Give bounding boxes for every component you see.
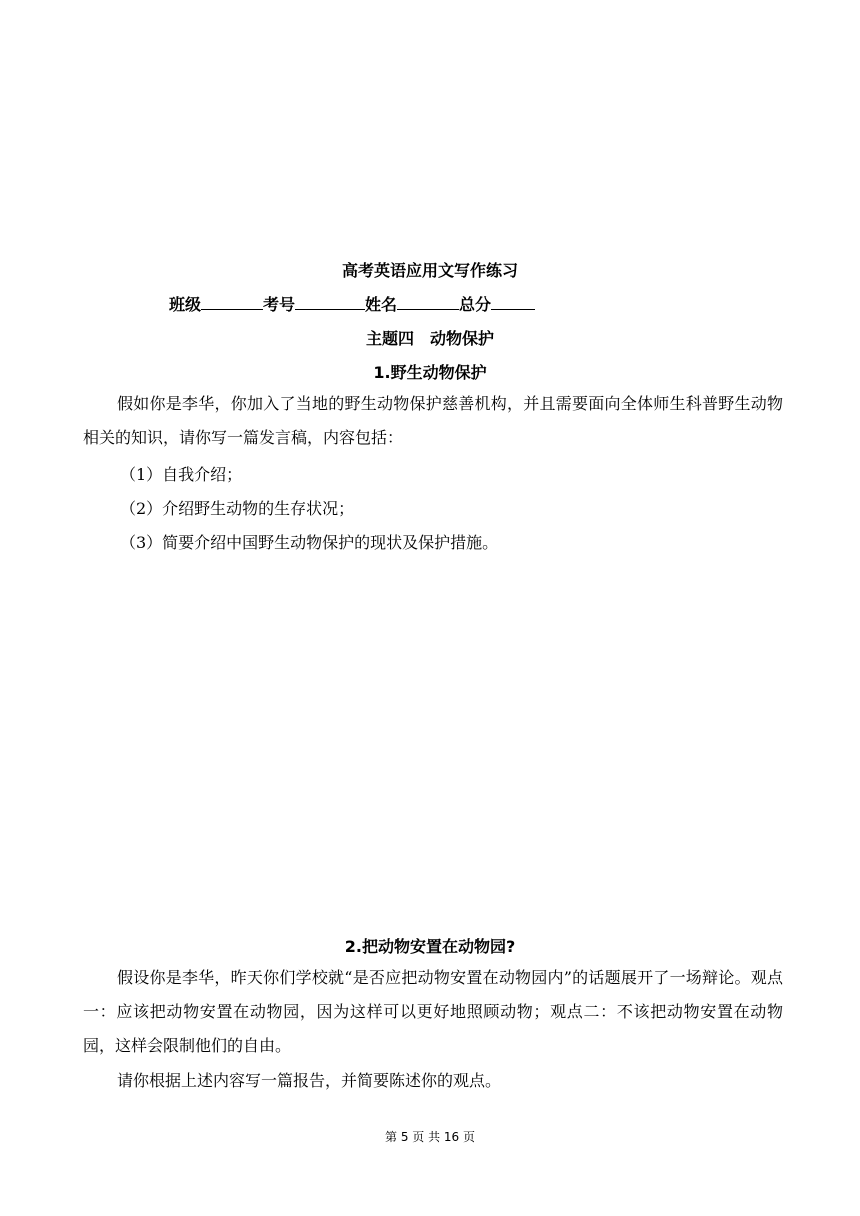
task1-item-1: （1）自我介绍； xyxy=(120,465,243,484)
task2-instruction: 请你根据上述内容写一篇报告，并简要陈述你的观点。 xyxy=(117,1071,502,1090)
total-blank[interactable] xyxy=(491,294,535,310)
task1-prompt: 假如你是李华，你加入了当地的野生动物保护慈善机构，并且需要面向全体师生科普野生动物相关的知识，请你写一篇发言稿，内容包括： xyxy=(83,394,783,447)
name-label: 姓名 xyxy=(365,295,398,314)
student-info-line xyxy=(169,292,535,315)
class-blank[interactable] xyxy=(201,294,263,310)
exam-no-blank[interactable] xyxy=(295,294,365,310)
task2-heading: 2.把动物安置在动物园? xyxy=(344,937,516,956)
task1-heading: 1.野生动物保护 xyxy=(373,363,487,382)
document-title: 高考英语应用文写作练习 xyxy=(341,261,518,280)
class-label: 班级 xyxy=(169,295,202,314)
theme-heading: 主题四 动物保护 xyxy=(365,329,494,348)
total-label: 总分 xyxy=(459,295,492,314)
task1-item-3: （3）简要介绍中国野生动物保护的现状及保护措施。 xyxy=(120,533,499,552)
task2-prompt: 假设你是李华，昨天你们学校就“是否应把动物安置在动物园内”的话题展开了一场辩论。观点一：应该把动物安置在动物园，因为这样可以更好地照顾动物；观点二：不该把动物安置在动物园，这样会限制他们的自由。 xyxy=(83,968,783,1055)
exam-no-label: 考号 xyxy=(263,295,296,314)
name-blank[interactable] xyxy=(397,294,459,310)
task1-item-2: （2）介绍野生动物的生存状况； xyxy=(120,499,355,518)
page-number: 第 5 页 共 16 页 xyxy=(385,1130,475,1144)
